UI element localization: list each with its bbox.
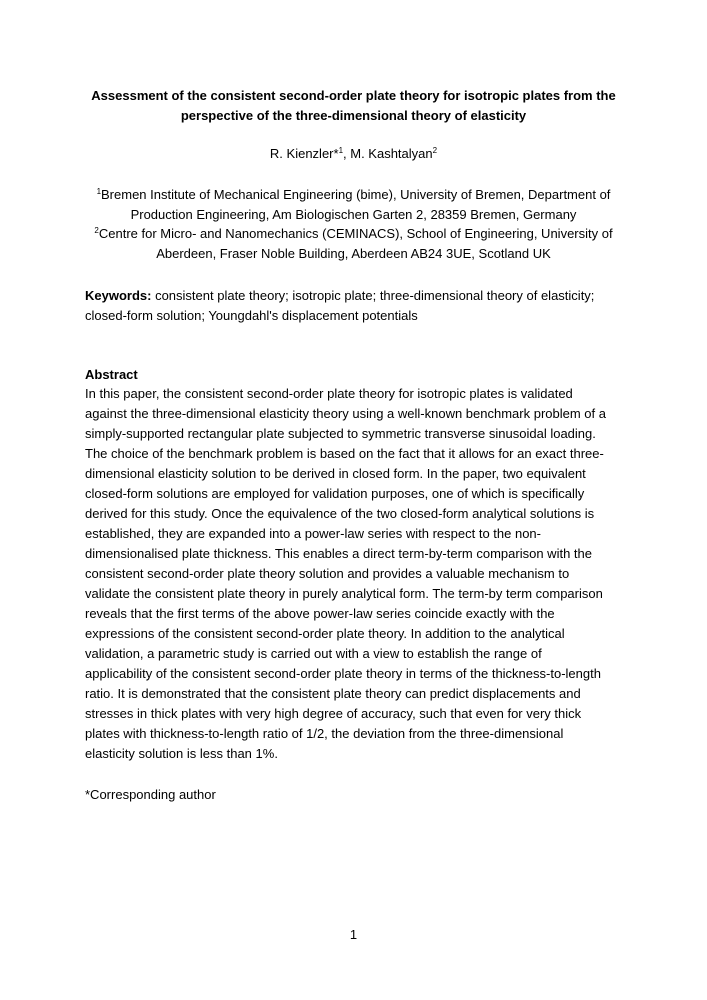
abstract-line: In this paper, the consistent second-order plate theory for isotropic plates is validated (85, 386, 573, 401)
abstract-line: plates with thickness-to-length ratio of 1/2, the deviation from the three-dimensional (85, 726, 564, 741)
abstract-body (85, 384, 630, 764)
abstract-line: applicability of the consistent second-order plate theory in terms of the thickness-to-length (85, 666, 601, 681)
abstract-line: elasticity solution is less than 1%. (85, 746, 278, 761)
keywords-line: closed-form solution; Youngdahl's displacement potentials (85, 308, 418, 323)
abstract-heading: Abstract (85, 367, 138, 382)
abstract-line: against the three-dimensional elasticity theory using a well-known benchmark problem of a (85, 406, 606, 421)
keywords-label: Keywords: (85, 288, 152, 303)
keywords-section (85, 286, 630, 326)
affiliation-text: Bremen Institute of Mechanical Engineering (bime), University of Bremen, Department of (101, 187, 611, 202)
affiliation-marker: 1 (96, 187, 102, 196)
paper-title (60, 86, 647, 126)
author-affiliation-marker: 1 (338, 146, 344, 155)
abstract-line: stresses in thick plates with very high degree of accuracy, such that even for very thick (85, 706, 582, 721)
author-list (60, 145, 647, 163)
abstract-line: closed-form solutions are employed for validation purposes, one of which is specifically (85, 486, 585, 501)
keywords-text: consistent plate theory; isotropic plate; three-dimensional theory of elasticity; (151, 288, 595, 303)
author-affiliation-marker: 2 (432, 146, 438, 155)
title-line: perspective of the three-dimensional theory of elasticity (180, 108, 527, 123)
affiliation-line (70, 224, 637, 244)
abstract-line: reveals that the first terms of the above power-law series coincide exactly with the (85, 606, 555, 621)
affiliation-line: Aberdeen, Fraser Noble Building, Aberdeen AB24 3UE, Scotland UK (156, 245, 551, 261)
abstract-line: simply-supported rectangular plate subjected to symmetric transverse sinusoidal loading. (85, 426, 596, 441)
author-name: M. Kashtalyan (350, 146, 433, 161)
abstract-line: The choice of the benchmark problem is based on the fact that it allows for an exact three- (85, 446, 604, 461)
abstract-line: dimensional elasticity solution to be derived in closed form. In the paper, two equivalent (85, 466, 586, 481)
abstract-line: dimensionalised plate thickness. This enables a direct term-by-term comparison with the (85, 546, 592, 561)
abstract-line: established, they are expanded into a power-law series with respect to the non- (85, 526, 541, 541)
abstract-line: validate the consistent plate theory in purely analytical form. The term-by term comparison (85, 586, 603, 601)
keywords-line (85, 286, 630, 306)
abstract-line: derived for this study. Once the equivalence of the two closed-form analytical solutions is (85, 506, 595, 521)
affiliation-marker: 2 (94, 226, 99, 235)
page-number: 1 (349, 927, 358, 942)
abstract-line: ratio. It is demonstrated that the consistent plate theory can predict displacements and (85, 686, 581, 701)
title-line: Assessment of the consistent second-order plate theory for isotropic plates from the (91, 88, 616, 103)
author-separator: , (343, 146, 351, 161)
abstract-line: consistent second-order plate theory solution and provides a valuable mechanism to (85, 566, 570, 581)
affiliation-line: Production Engineering, Am Biologischen Garten 2, 28359 Bremen, Germany (130, 206, 577, 222)
affiliation-text: Centre for Micro- and Nanomechanics (CEMINACS), School of Engineering, University of (98, 226, 613, 241)
corresponding-author-note: *Corresponding author (85, 787, 216, 802)
affiliation-line (70, 185, 637, 205)
author-name: R. Kienzler* (269, 146, 339, 161)
abstract-line: expressions of the consistent second-order plate theory. In addition to the analytical (85, 626, 565, 641)
affiliation-list (70, 185, 637, 263)
abstract-line: validation, a parametric study is carried out with a view to establish the range of (85, 646, 542, 661)
